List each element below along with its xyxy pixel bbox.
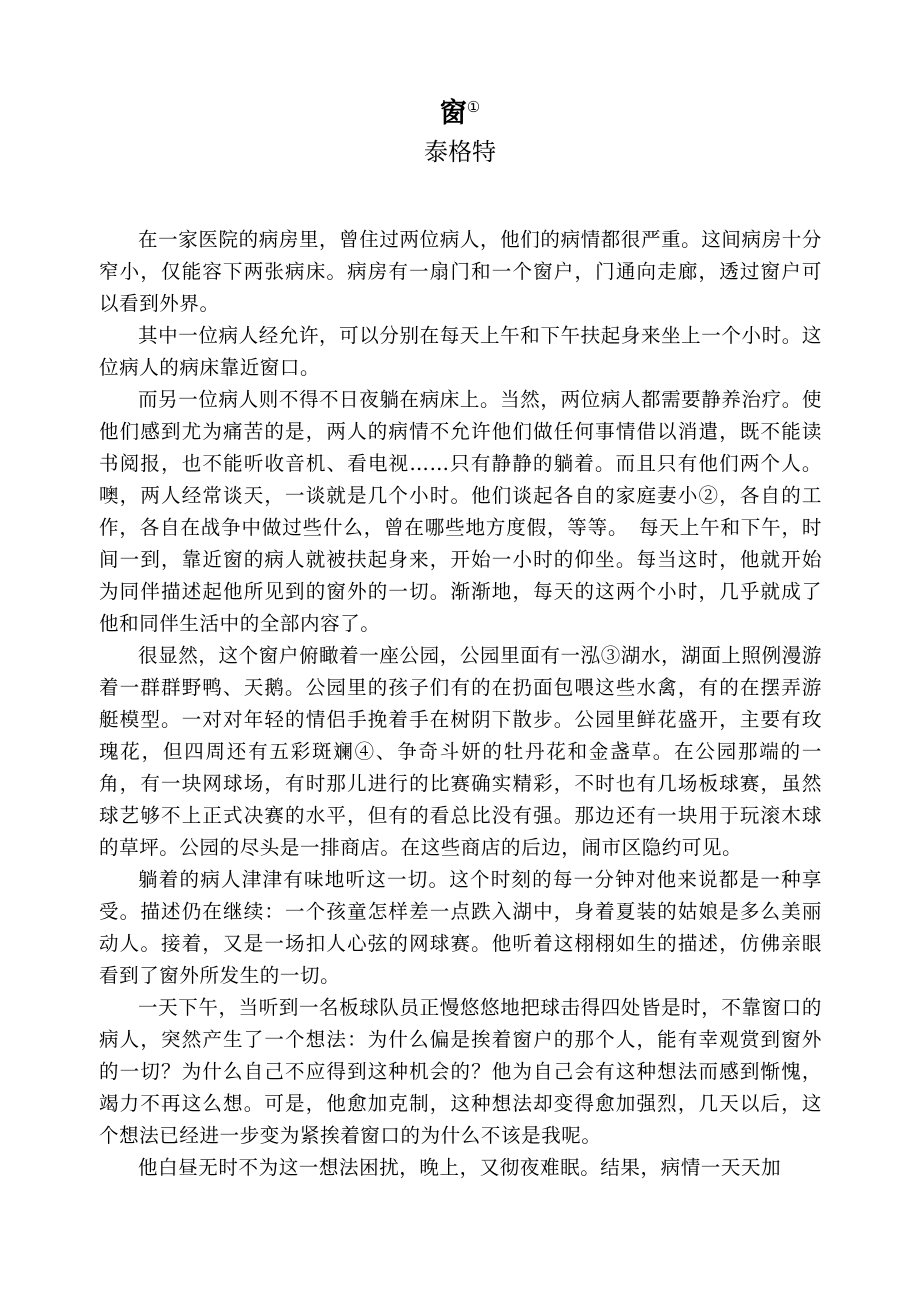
title-text: 窗 — [439, 98, 467, 129]
body-text — [99, 224, 822, 1184]
paragraph: 其中一位病人经允许，可以分别在每天上午和下午扶起身来坐上一个小时。这位病人的病床靠近窗口。 — [99, 324, 822, 379]
title-footnote-marker: ① — [466, 98, 481, 116]
paragraph: 一天下午，当听到一名板球队员正慢悠悠地把球击得四处皆是时，不靠窗口的病人，突然产生了一个想法：为什么偏是挨着窗户的那个人，能有幸观赏到窗外的一切？为什么自己不应得到这种机会的？他为自己会有这种想法而感到惭愧，竭力不再这么想。可是，他愈加克制，这种想法却变得愈加强烈，几天以后，这个想法已经进一步变为紧挨着窗口的为什么不该是我呢。 — [99, 996, 822, 1147]
document-title — [0, 96, 920, 132]
paragraph: 躺着的病人津津有味地听这一切。这个时刻的每一分钟对他来说都是一种享受。描述仍在继续：一个孩童怎样差一点跌入湖中，身着夏装的姑娘是多么美丽动人。接着，又是一场扣人心弦的网球赛。他听着这栩栩如生的描述，仿佛亲眼看到了窗外所发生的一切。 — [99, 868, 822, 987]
paragraph: 他白昼无时不为这一想法困扰，晚上，又彻夜难眠。结果，病情一天天加 — [138, 1156, 782, 1179]
title-block — [0, 96, 920, 170]
paragraph: 在一家医院的病房里，曾住过两位病人，他们的病情都很严重。这间病房十分窄小，仅能容下两张病床。病房有一扇门和一个窗户，门通向走廊，透过窗户可以看到外界。 — [99, 228, 822, 315]
paragraph: 很显然，这个窗户俯瞰着一座公园，公园里面有一泓③湖水，湖面上照例漫游着一群群野鸭、天鹅。公园里的孩子们有的在扔面包喂这些水禽，有的在摆弄游艇模型。一对对年轻的情侣手挽着手在树阴下散步。公园里鲜花盛开，主要有玫瑰花，但四周还有五彩斑斓④、争奇斗妍的牡丹花和金盏草。在公园那端的一角，有一块网球场，有时那儿进行的比赛确实精彩，不时也有几场板球赛，虽然球艺够不上正式决赛的水平，但有的看总比没有强。那边还有一块用于玩滚木球的草坪。公园的尽头是一排商店。在这些商店的后边，闹市区隐约可见。 — [99, 644, 822, 859]
author-name: 泰格特 — [424, 138, 496, 166]
paragraph: 而另一位病人则不得不日夜躺在病床上。当然，两位病人都需要静养治疗。使他们感到尤为痛苦的是，两人的病情不允许他们做任何事情借以消遣，既不能读书阅报，也不能听收音机、看电视……只有静静的躺着。而且只有他们两个人。噢，两人经常谈天，一谈就是几个小时。他们谈起各自的家庭妻小②，各自的工作，各自在战争中做过些什么，曾在哪些地方度假，等等。 每天上午和下午，时间一到，靠近窗的病人就被扶起身来，开始一小时的仰坐。每当这时，他就开始为同伴描述起他所见到的窗外的一切。渐渐地，每天的这两个小时，几乎就成了他和同伴生活中的全部内容了。 — [99, 388, 822, 635]
